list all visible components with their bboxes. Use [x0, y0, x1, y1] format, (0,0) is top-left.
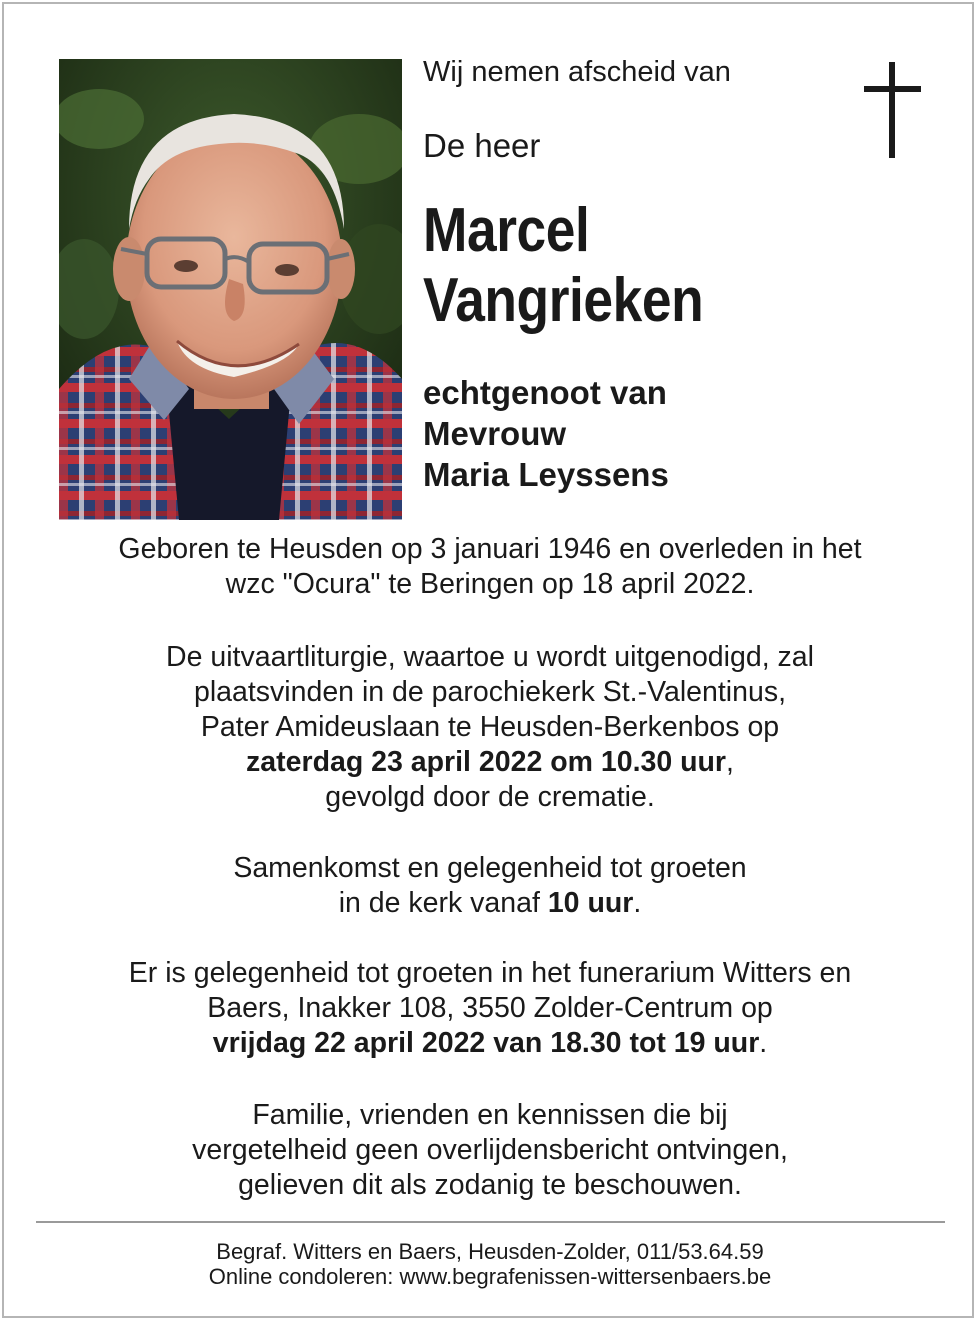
spouse-line-3: Maria Leyssens	[423, 456, 669, 493]
intro-text: Wij nemen afscheid van	[423, 56, 731, 88]
last-name: Vangrieken	[423, 266, 704, 335]
gathering-paragraph: Samenkomst en gelegenheid tot groeten in de kerk vanaf 10 uur.	[233, 852, 747, 919]
divider	[36, 1221, 945, 1223]
spouse-line-2: Mevrouw	[423, 415, 567, 452]
deceased-name	[423, 196, 703, 336]
closing-paragraph: Familie, vrienden en kennissen die bij vergetelheid geen overlijdensbericht ontvingen, gelieven dit als zodanig te beschouwen.	[192, 1099, 788, 1201]
spouse-line-1: echtgenoot van	[423, 374, 667, 411]
birth-death-paragraph: Geboren te Heusden op 3 januari 1946 en overleden in het wzc "Ocura" te Beringen op 18 april 2022.	[118, 533, 862, 600]
footer-condolence: Online condoleren: www.begrafenissen-wittersenbaers.be	[208, 1264, 772, 1289]
funerarium-date: vrijdag 22 april 2022 van 18.30 tot 19 uur.	[212, 1027, 768, 1059]
funerarium-paragraph: Er is gelegenheid tot groeten in het funerarium Witters en Baers, Inakker 108, 3550 Zolder-Centrum op vrijdag 22 april 2022 van 18.30 tot 19 uur.	[40, 956, 940, 1061]
footer-undertaker: Begraf. Witters en Baers, Heusden-Zolder, 011/53.64.59	[216, 1239, 764, 1264]
funeral-paragraph: De uitvaartliturgie, waartoe u wordt uitgenodigd, zal plaatsvinden in de parochiekerk St.-Valentinus, Pater Amideuslaan te Heusden-Berkenbos op zaterdag 23 april 2022 om 10.30 uur, gevolgd door de crematie.	[40, 640, 940, 815]
spouse-info	[423, 372, 669, 495]
first-name: Marcel	[423, 196, 590, 265]
portrait-photo	[59, 59, 402, 520]
honorific: De heer	[423, 127, 541, 164]
funeral-date: zaterdag 23 april 2022 om 10.30 uur,	[246, 746, 734, 778]
cross-icon	[864, 62, 922, 160]
